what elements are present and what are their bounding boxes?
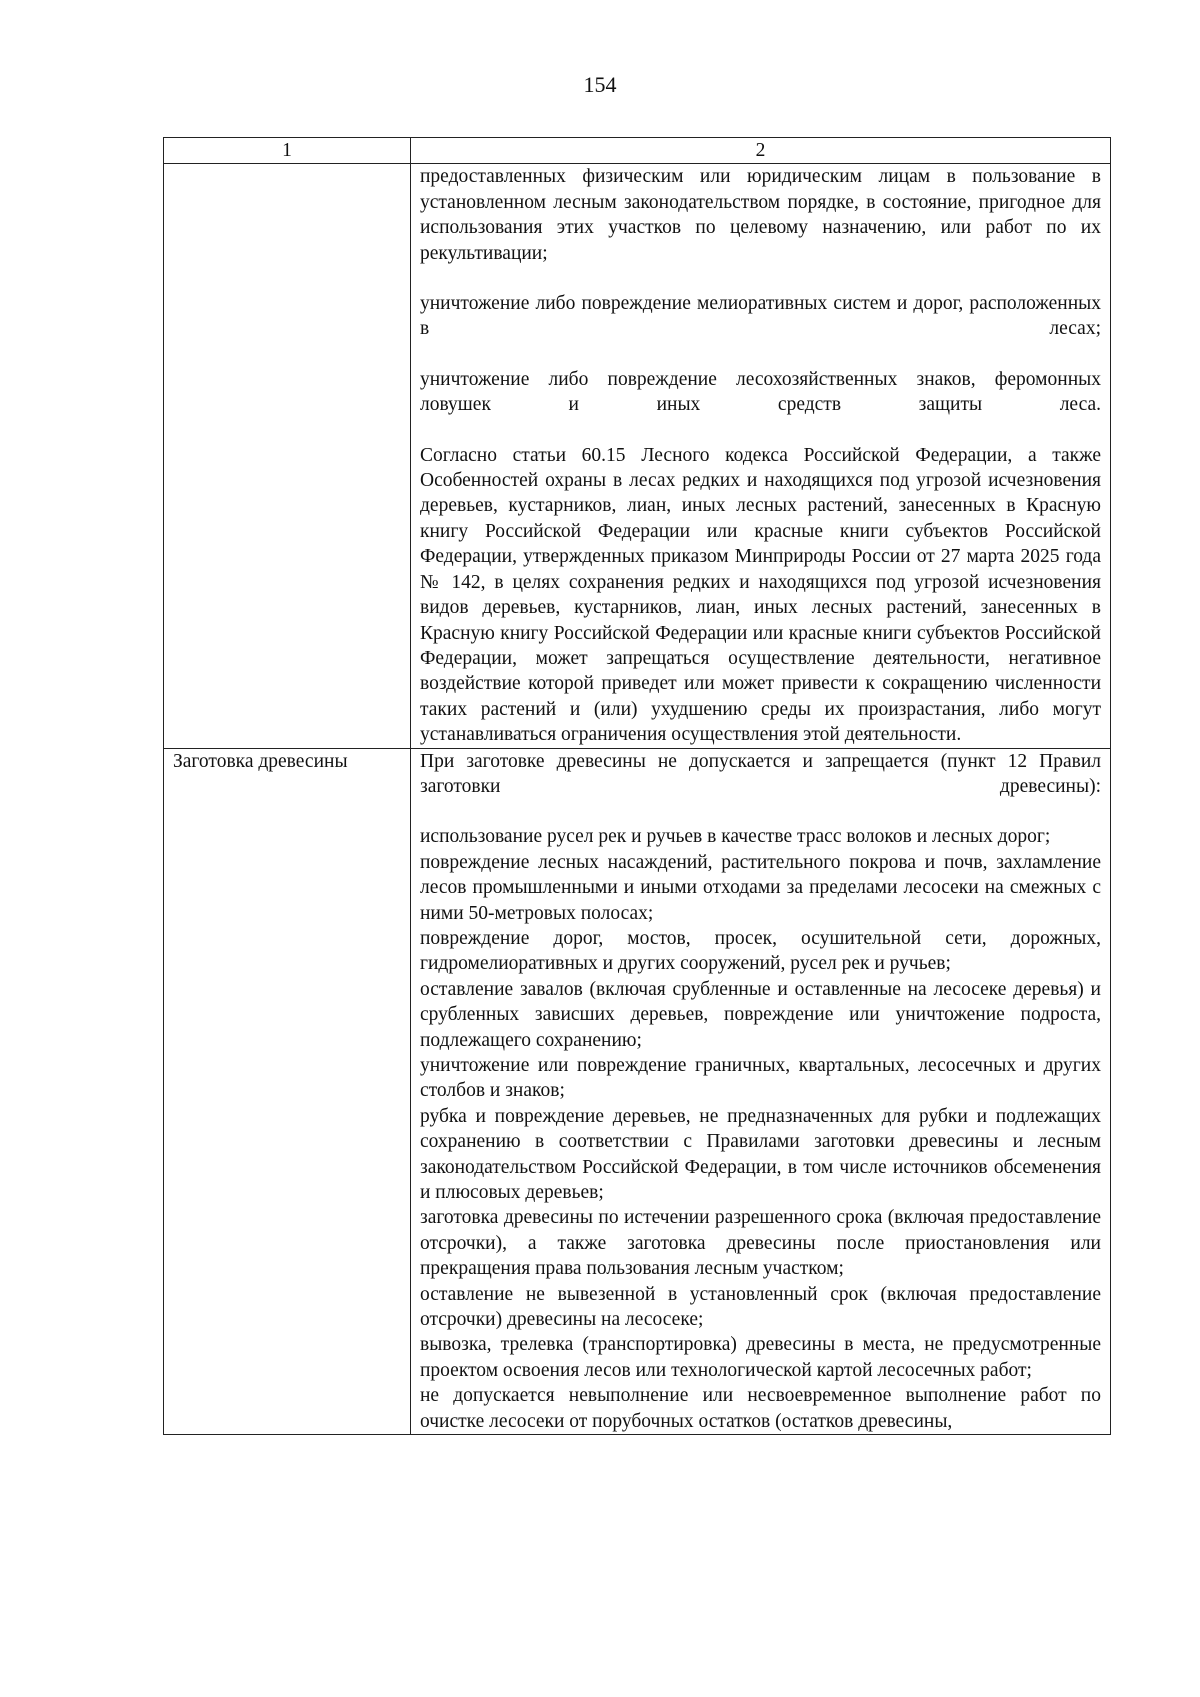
- table-row: [164, 748, 1111, 1435]
- page-number: 154: [583, 72, 617, 97]
- paragraph: Согласно статьи 60.15 Лесного кодекса Российской Федерации, а также Особенностей охраны в лесах редких и находящихся под угрозой исчезновения деревьев, кустарников, лиан, иных лесных растений, занесенных в Красную книгу Российской Федерации или красные книги субъектов Российской Федерации, утвержденных приказом Минприроды России от 27 марта 2025 года № 142, в целях сохранения редких и находящихся под угрозой исчезновения видов деревьев, кустарников, лиан, иных лесных растений, занесенных в Красную книгу Российской Федерации или красные книги субъектов Российской Федерации, может запрещаться осуществление деятельности, негативное воздействие которой приведет или может привести к сокращению численности таких растений и (или) ухудшению среды их произрастания, либо могут устанавливаться ограничения осуществления этой деятельности.: [420, 444, 1101, 746]
- list-item: оставление завалов (включая срубленные и оставленные на лесосеке деревья) и срубленных зависших деревьев, повреждение или уничтожение подроста, подлежащего сохранению;: [420, 978, 1101, 1051]
- document-table: [163, 137, 1111, 1435]
- column-header-2: 2: [411, 138, 1111, 164]
- paragraph: уничтожение либо повреждение лесохозяйственных знаков, феромонных ловушек и иных средств защиты леса.: [420, 368, 1101, 416]
- list-item: использование русел рек и ручьев в качестве трасс волоков и лесных дорог;: [420, 826, 1051, 848]
- paragraph: уничтожение либо повреждение мелиоративных систем и дорог, расположенных в лесах;: [420, 293, 1101, 340]
- table-header-row: [164, 138, 1111, 164]
- list-item: оставление не вывезенной в установленный срок (включая предоставление отсрочки) древесины на лесосеке;: [420, 1283, 1101, 1331]
- paragraph-intro: При заготовке древесины не допускается и запрещается (пункт 12 Правил заготовки древесины):: [420, 750, 1101, 797]
- table-row: [164, 164, 1111, 748]
- list-item: не допускается невыполнение или несвоевременное выполнение работ по очистке лесосеки от порубочных остатков (остатков древесины,: [420, 1385, 1101, 1432]
- row-label-cell: Заготовка древесины: [164, 748, 411, 1435]
- list-item: повреждение дорог, мостов, просек, осушительной сети, дорожных, гидромелиоративных и других сооружений, русел рек и ручьев;: [420, 927, 1101, 975]
- column-header-1: 1: [164, 138, 411, 164]
- list-item: уничтожение или повреждение граничных, квартальных, лесосечных и других столбов и знаков;: [420, 1055, 1101, 1102]
- list-item: вывозка, трелевка (транспортировка) древесины в места, не предусмотренные проектом освоения лесов или технологической картой лесосечных работ;: [420, 1334, 1101, 1381]
- row-content-cell: [411, 164, 1111, 748]
- list-item: повреждение лесных насаждений, растительного покрова и почв, захламление лесов промышленными и иными отходами за пределами лесосеки на смежных с ними 50-метровых полосах;: [420, 851, 1101, 924]
- row-content-cell: [411, 748, 1111, 1435]
- row-label-cell: [164, 164, 411, 748]
- paragraph: предоставленных физическим или юридическим лицам в пользование в установленном лесным законодательством порядке, в состояние, пригодное для использования этих участков по целевому назначению, или работ по их рекультивации;: [420, 166, 1101, 264]
- list-item: заготовка древесины по истечении разрешенного срока (включая предоставление отсрочки), а также заготовка древесины после приостановления или прекращения права пользования лесным участком;: [420, 1207, 1101, 1280]
- list-item: рубка и повреждение деревьев, не предназначенных для рубки и подлежащих сохранению в соответствии с Правилами заготовки древесины и лесным законодательством Российской Федерации, в том числе источников обсеменения и плюсовых деревьев;: [420, 1105, 1101, 1204]
